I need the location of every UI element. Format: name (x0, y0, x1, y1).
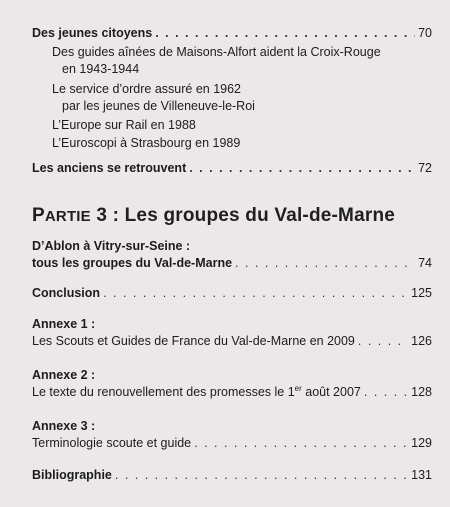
dot-leader (194, 435, 408, 452)
entry-label (32, 384, 361, 401)
part-title-text: Les groupes du Val-de-Marne (124, 205, 396, 226)
dot-leader (358, 333, 408, 350)
subentry-line: Le service d’ordre assuré en 1962 (52, 82, 242, 96)
entry-label: Bibliographie (32, 468, 112, 482)
dot-leader (364, 384, 408, 401)
annexe-3-title: Annexe 3 : (32, 419, 96, 433)
dot-leader (115, 467, 408, 484)
page-number: 129 (411, 436, 432, 450)
entry-label: D’Ablon à Vitry-sur-Seine : (32, 239, 191, 253)
toc-subentry-service-ordre (52, 81, 432, 115)
subentry-line: par les jeunes de Villeneuve-le-Roi (62, 99, 255, 113)
annexe-2-title: Annexe 2 : (32, 368, 96, 382)
toc-entry-annexe-1 (0, 333, 432, 350)
toc-entry-conclusion (0, 285, 432, 302)
page-number: 128 (411, 385, 432, 399)
part-prefix-initial: P (32, 205, 45, 226)
toc-entry-ablon (32, 238, 432, 272)
page-number: 74 (418, 256, 432, 270)
toc-subentry-euroscopi: L’Euroscopi à Strasbourg en 1989 (52, 136, 241, 150)
page-number: 72 (418, 161, 432, 175)
toc-entry-jeunes-citoyens (0, 25, 432, 42)
ordinal-superscript: er (294, 383, 302, 393)
dot-leader (189, 160, 415, 177)
part-title (32, 205, 432, 227)
page-number: 126 (411, 334, 432, 348)
subentry-line: Des guides aînées de Maisons-Alfort aident la Croix-Rouge (52, 45, 381, 59)
dot-leader (155, 25, 415, 42)
dot-leader (103, 285, 408, 302)
toc-entry-bibliographie (0, 467, 432, 484)
part-prefix-smallcaps: ARTIE (44, 208, 91, 225)
page-number: 131 (411, 468, 432, 482)
toc-entry-annexe-3 (0, 435, 432, 452)
annexe-1-title: Annexe 1 : (32, 317, 96, 331)
dot-leader (235, 255, 415, 272)
entry-label: Les Scouts et Guides de France du Val-de-Marne en 2009 (32, 334, 355, 348)
subentry-line: en 1943-1944 (62, 62, 140, 76)
page-number: 125 (411, 286, 432, 300)
toc-entry-anciens (0, 160, 432, 177)
part-number: 3 : (96, 205, 125, 226)
label-text: Le texte du renouvellement des promesses le 1 (32, 385, 295, 399)
page-number: 70 (418, 26, 432, 40)
entry-label: tous les groupes du Val-de-Marne (32, 256, 233, 270)
label-text: août 2007 (301, 385, 361, 399)
entry-label: Des jeunes citoyens (32, 26, 153, 40)
toc-entry-annexe-2 (0, 384, 432, 401)
entry-label: Terminologie scoute et guide (32, 436, 192, 450)
entry-label: Les anciens se retrouvent (32, 161, 187, 175)
entry-label: Conclusion (32, 286, 101, 300)
toc-subentry-europe-rail: L’Europe sur Rail en 1988 (52, 118, 196, 132)
toc-subentry-croix-rouge (52, 44, 432, 78)
